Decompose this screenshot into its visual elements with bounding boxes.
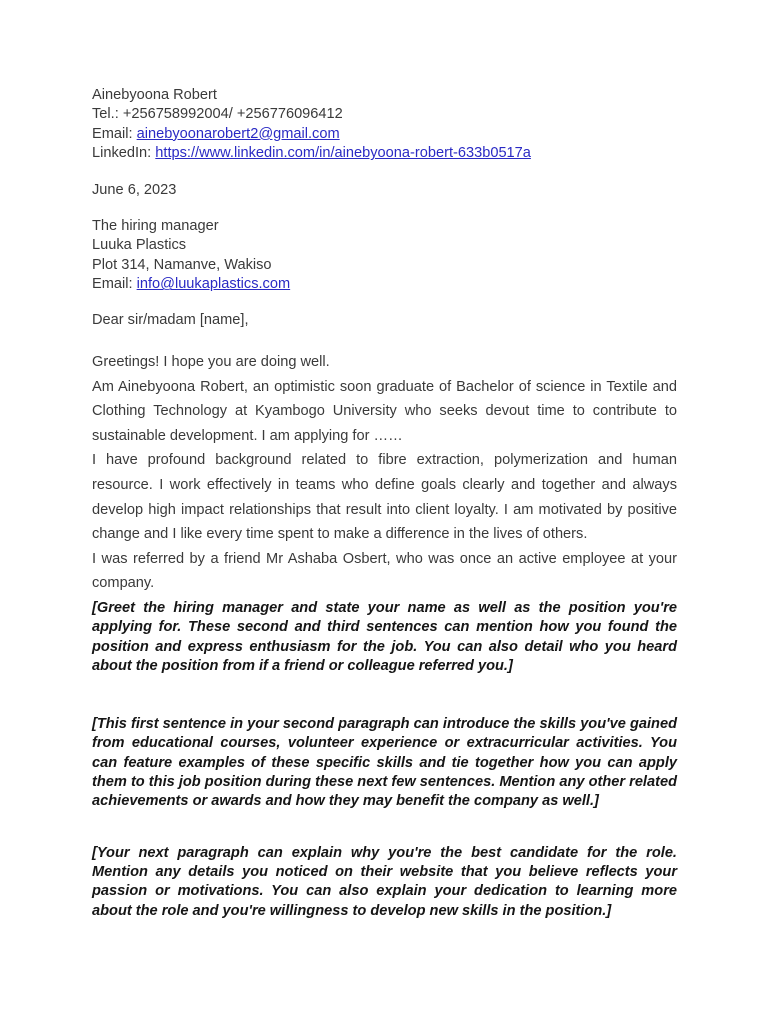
- sender-contact-block: [92, 86, 677, 164]
- recipient-email-label: Email:: [92, 276, 137, 293]
- template-note-candidate: [Your next paragraph can explain why you're the best candidate for the role. Mention any details you noticed on their website that you believe reflects your passion or motivations. You can also explain your dedication to learning more about the role and you're willingness to develop new skills in the position.]: [92, 844, 677, 919]
- sender-linkedin-line: [92, 144, 677, 163]
- greeting-paragraph: Greetings! I hope you are doing well.: [92, 354, 330, 371]
- template-note-skills: [This first sentence in your second paragraph can introduce the skills you've gained from educational courses, volunteer experience or extracurricular activities. You can feature examples of these specific skills and tie together how you can apply them to this job position during these next few sentences. Mention any other related achievements or awards and how they may benefit the company as well.]: [92, 716, 677, 810]
- salutation: Dear sir/madam [name],: [92, 311, 249, 328]
- letter-content: [92, 86, 677, 921]
- recipient-address: Plot 314, Namanve, Wakiso: [92, 256, 272, 273]
- recipient-email-line: [92, 275, 677, 294]
- letter-date: June 6, 2023: [92, 181, 177, 198]
- sender-name: Ainebyoona Robert: [92, 87, 217, 103]
- recipient-block: [92, 217, 677, 295]
- referral-paragraph: I was referred by a friend Mr Ashaba Osbert, who was once an active employee at your company.: [92, 550, 677, 592]
- intro-paragraph: Am Ainebyoona Robert, an optimistic soon graduate of Bachelor of science in Textile and Clothing Technology at Kyambogo University who seeks devout time to contribute to sustainable development. I am applying for ……: [92, 378, 677, 444]
- skills-paragraph: I have profound background related to fibre extraction, polymerization and human resource. I work effectively in teams who define goals clearly and together and always develop high impact relationships that result into client loyalty. I am motivated by positive change and I like every time spent to make a difference in the lives of others.: [92, 452, 677, 543]
- template-note-greeting: [Greet the hiring manager and state your name as well as the position you're applying for. These second and third sentences can mention how you found the position and express enthusiasm for the job. You can also detail who you heard about the position from if a friend or colleague referred you.]: [92, 600, 677, 674]
- recipient-company: Luuka Plastics: [92, 237, 187, 254]
- sender-linkedin-label: LinkedIn:: [92, 145, 156, 162]
- sender-linkedin-link[interactable]: https://www.linkedin.com/in/ainebyoona-robert-633b0517a: [155, 145, 531, 162]
- sender-tel: Tel.: +256758992004/ +256776096412: [92, 106, 343, 123]
- sender-email-link[interactable]: ainebyoonarobert2@gmail.com: [136, 125, 340, 142]
- recipient-title: The hiring manager: [92, 218, 219, 235]
- sender-email-line: [92, 125, 677, 144]
- recipient-email-link[interactable]: info@luukaplastics.com: [136, 276, 291, 293]
- sender-email-label: Email:: [92, 125, 137, 142]
